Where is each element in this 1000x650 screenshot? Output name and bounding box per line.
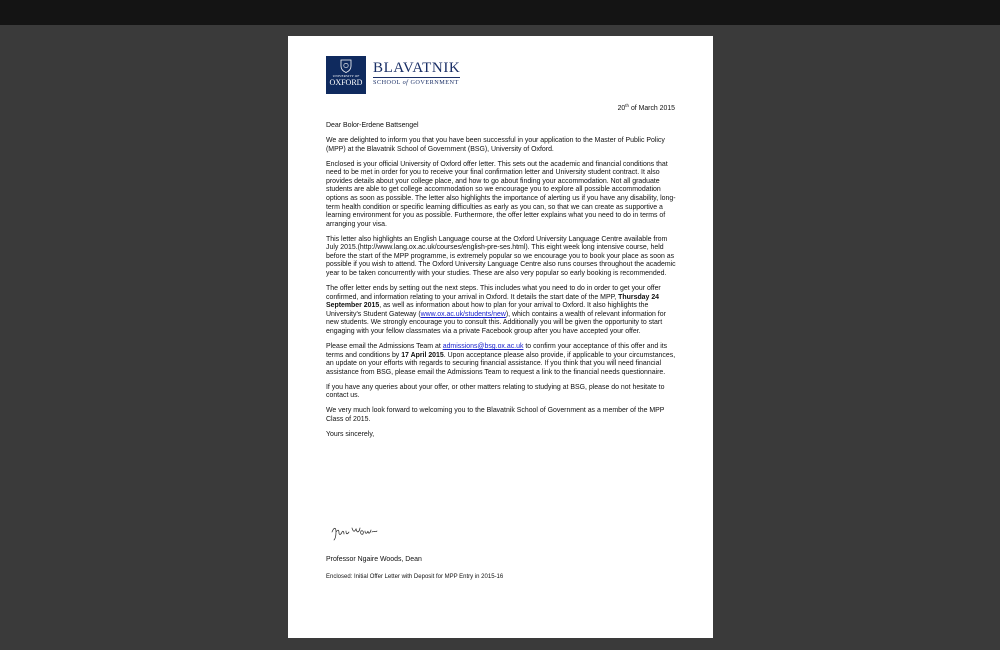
- crest-shield-icon: [339, 59, 353, 73]
- letter-body: [326, 122, 676, 446]
- brand-subtitle: SCHOOL of GOVERNMENT: [373, 79, 459, 86]
- blavatnik-logo: [373, 60, 460, 87]
- letter-date: 20th of March 2015: [617, 103, 675, 112]
- paragraph-welcome: We very much look forward to welcoming you to the Blavatnik School of Government as a member of the MPP Class of 2015.: [326, 407, 665, 423]
- oxford-crest-logo: [326, 56, 366, 94]
- closing: Yours sincerely,: [326, 430, 375, 438]
- paragraph-acceptance: Please email the Admissions Team at admissions@bsg.ox.ac.uk to confirm your acceptance of this offer and its terms and conditions by 17 April 2015. Upon acceptance please also provide, if applicable to your circumstances, an update on your efforts with regards to securing financial assistance. If you think that you will need financial assistance from BSG, please email the Admissions Team to request a link to the financial needs questionnaire.: [326, 343, 676, 376]
- salutation: Dear Bolor-Erdene Battsengel: [326, 122, 419, 129]
- crest-university-label: UNIVERSITY OF: [332, 74, 360, 78]
- paragraph-offer: We are delighted to inform you that you have been successful in your application to the Master of Public Policy (MPP) at the Blavatnik School of Government (BSG), University of Oxford.: [326, 136, 665, 153]
- paragraph-queries: If you have any queries about your offer, or other matters relating to studying at BSG, please do not hesitate to contact us.: [326, 383, 665, 400]
- enclosure-note: Enclosed: Initial Offer Letter with Deposit for MPP Entry in 2015-16: [326, 574, 504, 580]
- document-page: [288, 36, 713, 638]
- brand-name: BLAVATNIK: [373, 60, 461, 76]
- crest-oxford-label: OXFORD: [329, 78, 363, 87]
- student-gateway-link[interactable]: www.ox.ac.uk/students/new: [420, 310, 506, 318]
- start-date: Thursday 24 September 2015: [326, 293, 660, 310]
- paragraph-offer-letter: Enclosed is your official University of Oxford offer letter. This sets out the academic and financial conditions that need to be met in order for you to receive your final confirmation letter and University student contract. It also provides details about your college place, and how to go about finding your accommodation. Not all graduate students are able to get college accommodation so we encourage you to explore all possible accommodation options as soon as possible. The letter also highlights the importance of alerting us if you have any disability, long-term health condition or specific learning difficulties as early as you can, so that we can create as supportive a learning environment for you as possible. Furthermore, the offer letter explains what you need to do in terms of arranging your visa.: [326, 160, 676, 228]
- handwritten-signature: [330, 523, 390, 541]
- paragraph-next-steps: The offer letter ends by setting out the next steps. This includes what you need to do in order to get your offer confirmed, and information relating to your arrival in Oxford. It details the start date of the MPP, Thursday 24 September 2015, as well as information about how to plan for your arrival to Oxford. It also highlights the University's Student Gateway (www.ox.ac.uk/students/new), which contains a wealth of relevant information for new students. We strongly encourage you to consult this. Additionally you will be given the opportunity to start engaging with your fellow classmates via a private Facebook group after you have accepted your offer.: [326, 285, 666, 336]
- admissions-email-link[interactable]: admissions@bsg.ox.ac.uk: [442, 343, 524, 351]
- viewer-top-bar: [0, 0, 1000, 25]
- signatory: Professor Ngaire Woods, Dean: [326, 556, 422, 563]
- paragraph-language-course: This letter also highlights an English Language course at the Oxford University Language Centre available from July 2015.(http://www.lang.ox.ac.uk/courses/english-pre-ses.html). This eight week long intensive course, held before the start of the MPP programme, is extremely popular so we encourage you to book your place as soon as possible if you wish to attend. The Oxford University Language Centre also runs courses throughout the academic year to be taken concurrently with your studies. These are also very popular so early booking is recommended.: [326, 235, 676, 278]
- acceptance-deadline: 17 April 2015: [401, 351, 444, 359]
